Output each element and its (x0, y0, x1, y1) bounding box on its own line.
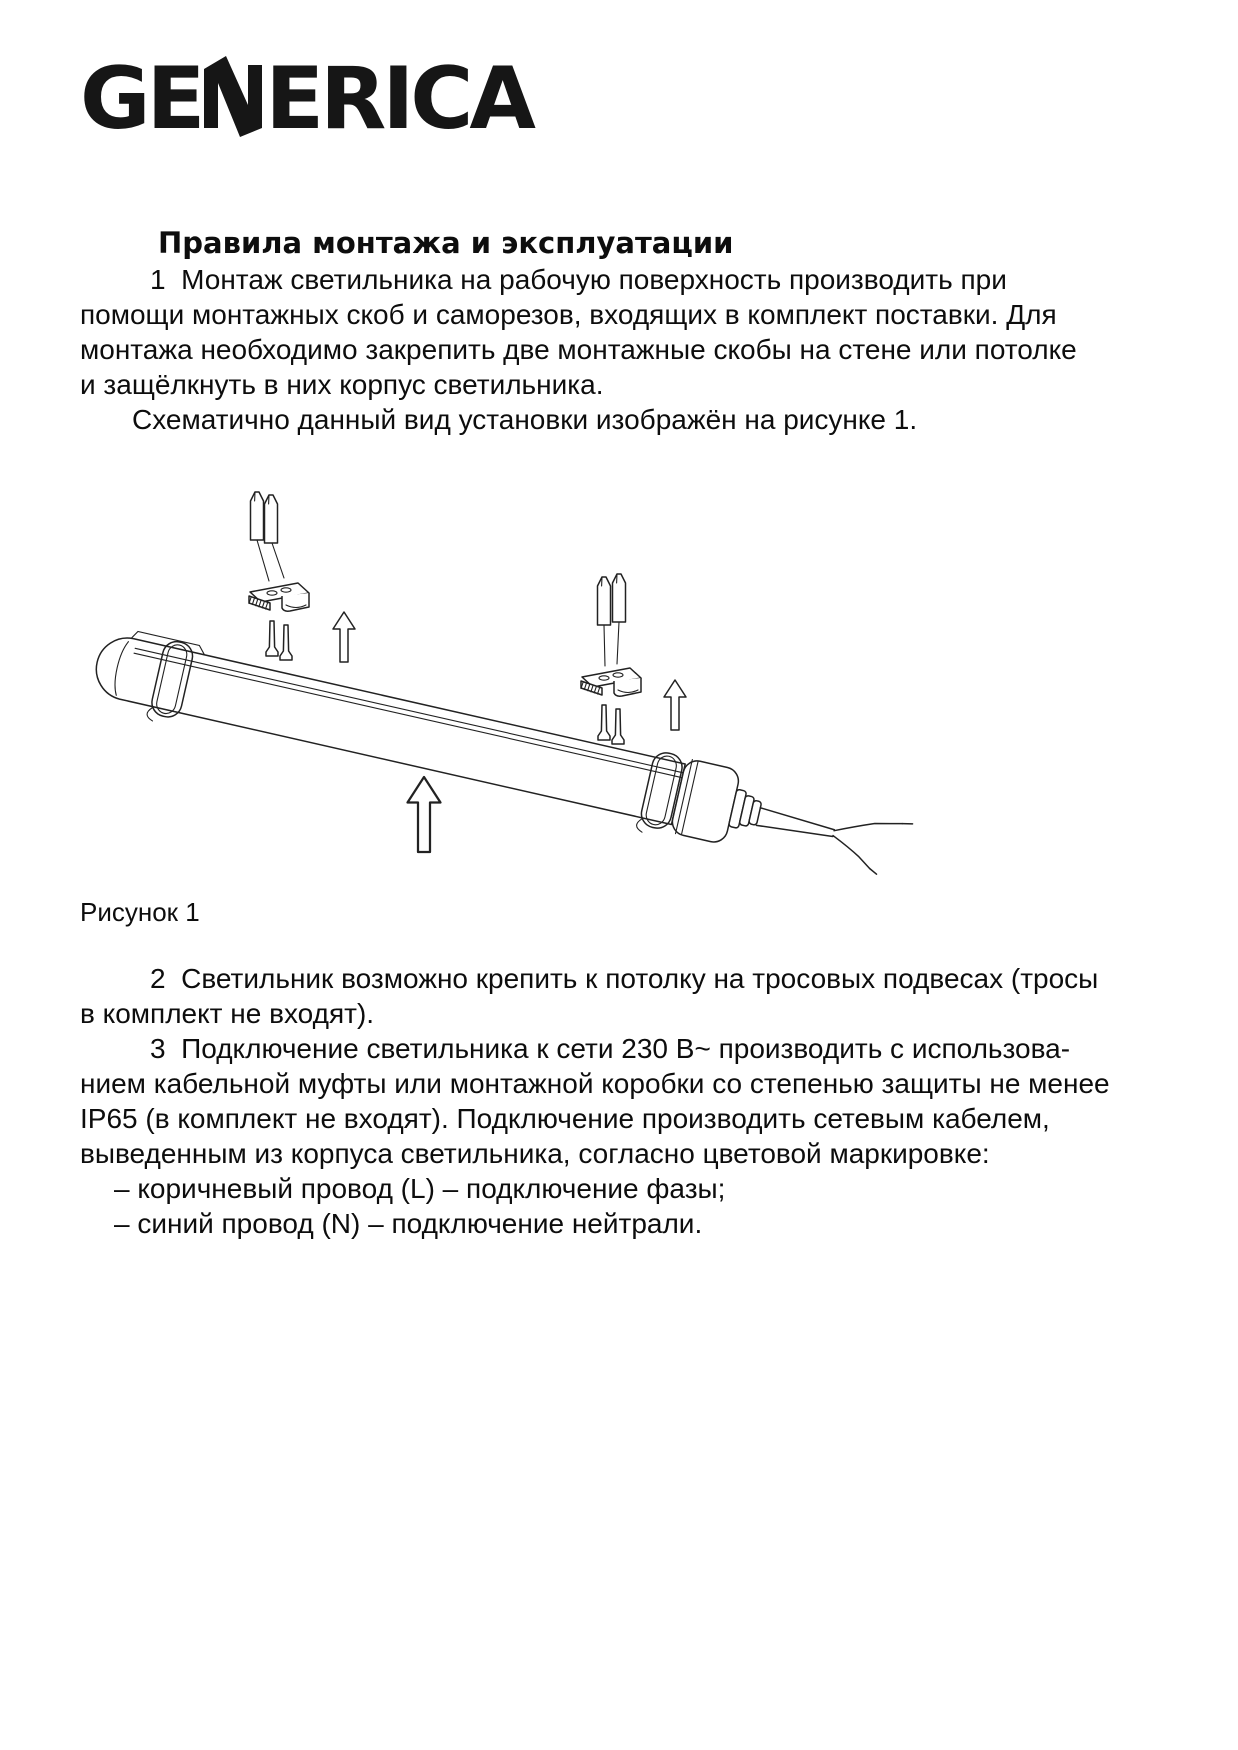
up-arrow-left (333, 612, 355, 662)
paragraph-line: 1 Монтаж светильника на рабочую поверхность производить при (150, 264, 1007, 295)
logo-text-right: ERICA (265, 49, 532, 149)
paragraph-line: IP65 (в комплект не входят). Подключение производить сетевым кабелем, (80, 1103, 1050, 1134)
mounting-clip-left-assembly (249, 492, 309, 660)
paragraph-1 (80, 262, 1220, 437)
paragraph-line: в комплект не входят). (80, 998, 375, 1029)
section-heading: Правила монтажа и эксплуатации (158, 226, 734, 260)
power-cable (752, 790, 913, 879)
up-arrow-right (664, 680, 686, 730)
luminaire-body (87, 624, 916, 885)
figure-1-drawing (0, 455, 1238, 885)
paragraph-line: выведенным из корпуса светильника, согласно цветовой маркировке: (80, 1138, 990, 1169)
logo-lightning-n-icon (204, 56, 262, 137)
wire-marking-line: – коричневый провод (L) – подключение фазы; (114, 1173, 726, 1204)
paragraph-line: Схематично данный вид установки изображён на рисунке 1. (132, 404, 918, 435)
paragraph-line: нием кабельной муфты или монтажной коробки со степенью защиты не менее (80, 1068, 1110, 1099)
paragraph-line: 3 Подключение светильника к сети 230 В~ производить с использова- (150, 1033, 1071, 1064)
paragraph-2-3 (80, 961, 1220, 1241)
mounting-clip-right-assembly (581, 574, 641, 744)
paragraph-line: 2 Светильник возможно крепить к потолку на тросовых подвесах (тросы (150, 963, 1099, 994)
paragraph-line: и защёлкнуть в них корпус светильника. (80, 369, 604, 400)
up-arrow-bottom (408, 777, 441, 852)
brand-logo (80, 49, 532, 149)
paragraph-line: монтажа необходимо закрепить две монтажные скобы на стене или потолке (80, 334, 1077, 365)
logo-text-left: GE (80, 49, 202, 149)
figure-caption: Рисунок 1 (80, 897, 200, 927)
paragraph-line: помощи монтажных скоб и саморезов, входящих в комплект поставки. Для (80, 299, 1057, 330)
wire-marking-line: – синий провод (N) – подключение нейтрали. (114, 1208, 703, 1239)
